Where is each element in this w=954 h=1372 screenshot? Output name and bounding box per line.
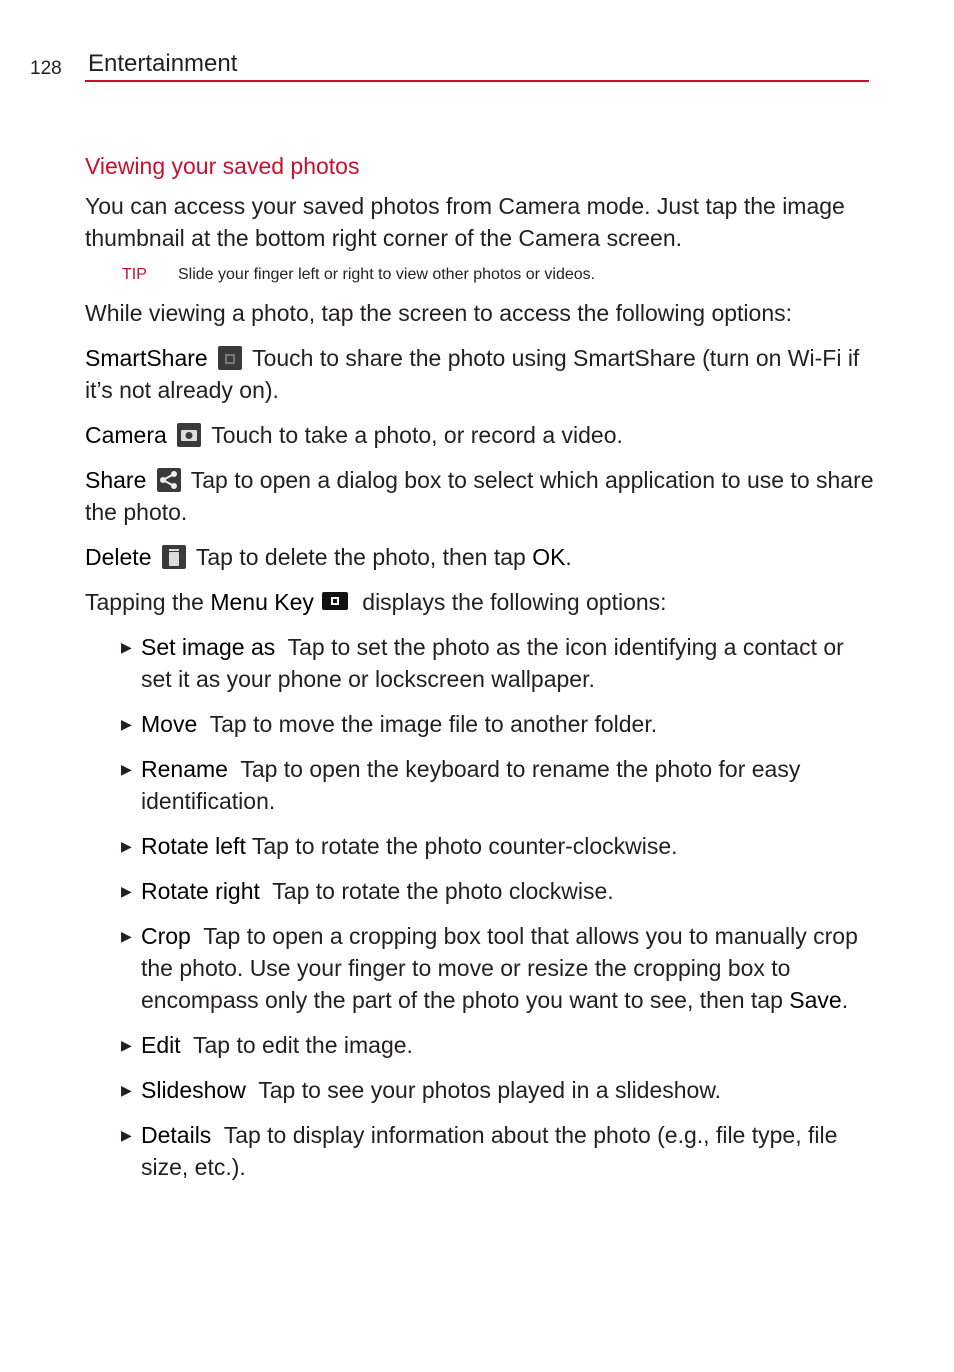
list-item — [85, 1029, 875, 1061]
camera-icon — [177, 423, 201, 447]
item-term: Move — [141, 711, 198, 737]
bullet-arrow-icon: ▶ — [121, 716, 132, 732]
main-content — [85, 150, 875, 1196]
save-term: Save — [789, 987, 842, 1013]
item-term: Slideshow — [141, 1077, 246, 1103]
item-text: Tap to edit the image. — [193, 1032, 413, 1058]
list-item — [85, 753, 875, 817]
list-item — [85, 631, 875, 695]
list-item — [85, 1119, 875, 1183]
item-text: Tap to rotate the photo clockwise. — [272, 878, 614, 904]
smartshare-icon — [218, 346, 242, 370]
option-text: Tap to open a dialog box to select which application to use to share the photo. — [85, 467, 874, 525]
option-term: Share — [85, 467, 147, 493]
option-text: Touch to share the photo using SmartShare (turn on Wi-Fi if it’s not already on). — [85, 345, 860, 403]
page-number: 128 — [30, 58, 62, 79]
option-share — [85, 464, 875, 528]
item-term: Crop — [141, 923, 191, 949]
bullet-arrow-icon: ▶ — [121, 1127, 132, 1143]
item-text: Tap to set the photo as the icon identifying a contact or set it as your phone or lockscreen wallpaper. — [141, 634, 844, 692]
list-item — [85, 1074, 875, 1106]
section-title: Viewing your saved photos — [85, 153, 360, 179]
tip-note — [122, 265, 875, 285]
item-text-end: . — [841, 987, 849, 1013]
option-term: Delete — [85, 544, 152, 570]
item-term: Rotate right — [141, 878, 260, 904]
share-icon — [157, 468, 181, 492]
ok-term: OK — [532, 544, 566, 570]
menu-intro-pre: Tapping the — [85, 589, 211, 615]
item-text: Tap to move the image file to another folder. — [209, 711, 658, 737]
tip-label: TIP — [122, 266, 147, 283]
item-text: Tap to open a cropping box tool that allows you to manually crop the photo. Use your finger to move or resize the cropping box to encompass only the part of the photo you want to see, then tap — [141, 923, 858, 1013]
bullet-arrow-icon: ▶ — [121, 639, 132, 655]
option-text: Touch to take a photo, or record a video. — [211, 422, 623, 448]
menu-intro — [85, 586, 875, 618]
list-item — [85, 920, 875, 1016]
item-term: Edit — [141, 1032, 181, 1058]
bullet-arrow-icon: ▶ — [121, 1082, 132, 1098]
option-smartshare — [85, 342, 875, 406]
list-item — [85, 830, 875, 862]
option-term: SmartShare — [85, 345, 208, 371]
item-term: Rename — [141, 756, 228, 782]
option-camera — [85, 419, 875, 451]
menu-intro-post: displays the following options: — [355, 589, 667, 615]
header-rule — [85, 80, 869, 82]
list-item — [85, 875, 875, 907]
item-term: Set image as — [141, 634, 276, 660]
option-term: Camera — [85, 422, 167, 448]
bullet-arrow-icon: ▶ — [121, 761, 132, 777]
trash-icon — [162, 545, 186, 569]
option-delete — [85, 541, 875, 573]
option-text-end: . — [565, 544, 572, 570]
intro-paragraph: You can access your saved photos from Camera mode. Just tap the image thumbnail at the bottom right corner of the Camera screen. — [85, 193, 845, 251]
bullet-arrow-icon: ▶ — [121, 838, 132, 854]
menu-key-term: Menu Key — [210, 589, 314, 615]
bullet-arrow-icon: ▶ — [121, 883, 132, 899]
list-item — [85, 708, 875, 740]
bullet-arrow-icon: ▶ — [121, 928, 132, 944]
item-text: Tap to see your photos played in a slideshow. — [258, 1077, 722, 1103]
chapter-title: Entertainment — [88, 50, 238, 77]
bullet-arrow-icon: ▶ — [121, 1037, 132, 1053]
item-term: Details — [141, 1122, 212, 1148]
item-text: Tap to rotate the photo counter-clockwise. — [251, 833, 678, 859]
menu-options-list — [85, 631, 875, 1183]
option-text: Tap to delete the photo, then tap — [195, 544, 533, 570]
options-intro: While viewing a photo, tap the screen to access the following options: — [85, 300, 793, 326]
menu-key-icon — [322, 592, 348, 610]
item-text: Tap to display information about the photo (e.g., file type, file size, etc.). — [141, 1122, 838, 1180]
item-term: Rotate left — [141, 833, 246, 859]
tip-text: Slide your finger left or right to view other photos or videos. — [178, 266, 596, 283]
item-text: Tap to open the keyboard to rename the photo for easy identification. — [141, 756, 801, 814]
